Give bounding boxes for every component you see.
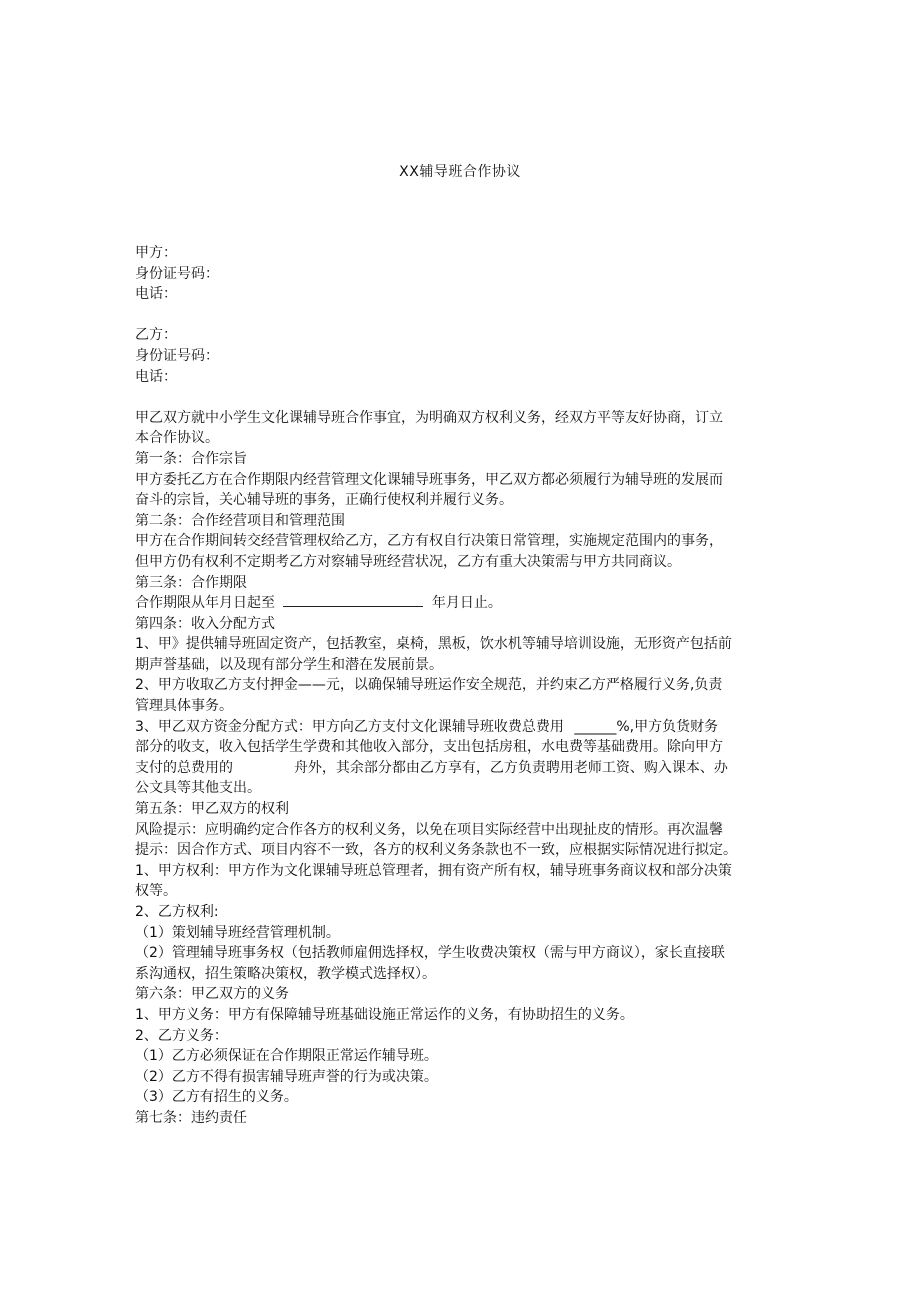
party-b-label: 乙方： — [135, 327, 177, 344]
section-heading: 第三条：合作期限 — [135, 574, 247, 591]
party-a-id-label: 身份证号码： — [135, 265, 219, 282]
paragraph-line: 1、甲方权利：甲方作为文化课辅导班总管理者，拥有资产所有权，辅导班事务商议权和部分决策 — [135, 862, 732, 879]
document-body — [135, 243, 795, 1129]
paragraph-line: 管理具体事务。 — [135, 698, 233, 715]
paragraph-line: 权等。 — [135, 883, 177, 900]
paragraph-line: 系沟通权，招生策略决策权，教学模式选择权）。 — [135, 965, 436, 982]
paragraph-line: 风险提示：应明确约定合作各方的权利义务，以免在项目实际经营中出现扯皮的情形。再次温馨 — [135, 821, 723, 838]
section-heading: 第二条：合作经营项目和管理范围 — [135, 512, 345, 529]
term-blank — [283, 593, 423, 607]
payment-suffix: 舟外，其余部分都由乙方享有，乙方负责聘用老师工资、购入课本、办 — [293, 759, 728, 776]
payment-line — [135, 758, 795, 779]
paragraph-line: 1、甲方义务：甲方有保障辅导班基础设施正常运作的义务，有协助招生的义务。 — [135, 1006, 634, 1023]
paragraph-line: 提示：因合作方式、项目内容不一致，各方的权利义务条款也不一致，应根据实际情况进行拟定。 — [135, 842, 737, 859]
fee-prefix: 3、甲乙双方资金分配方式：甲方向乙方支付文化课辅导班收费总费用 — [135, 718, 564, 735]
paragraph-line: 公文具等其他支出。 — [135, 780, 261, 797]
paragraph-line: （1）乙方必须保证在合作期限正常运作辅导班。 — [135, 1048, 438, 1065]
payment-prefix: 支付的总费用的 — [135, 759, 233, 776]
paragraph-line: 奋斗的宗旨，关心辅导班的事务，正确行使权利并履行义务。 — [135, 492, 513, 509]
party-a-label: 甲方： — [135, 245, 177, 261]
paragraph-line: 甲方委托乙方在合作期限内经营管理文化课辅导班事务，甲乙双方都必须履行为辅导班的发展而 — [135, 471, 723, 488]
term-prefix: 合作期限从年月日起至 — [135, 595, 275, 612]
party-b-phone-label: 电话： — [135, 368, 177, 385]
paragraph-line: 2、乙方义务： — [135, 1027, 228, 1044]
paragraph-line: 本合作协议。 — [135, 430, 219, 447]
paragraph-line: 甲方在合作期间转交经营管理权给乙方，乙方有权自行决策日常管理，实施规定范围内的事务， — [135, 533, 723, 550]
section-heading: 第四条：收入分配方式 — [135, 615, 275, 632]
paragraph-line: 部分的收支，收入包括学生学费和其他收入部分，支出包括房租，水电费等基础费用。除向甲方 — [135, 739, 723, 756]
term-suffix: 年月日止。 — [431, 595, 502, 612]
fee-blank: ______ — [574, 718, 617, 735]
section-heading: 第一条：合作宗旨 — [135, 450, 247, 467]
fee-line — [135, 717, 795, 738]
party-a-phone-label: 电话： — [135, 286, 177, 303]
section-heading: 第七条：违约责任 — [135, 1109, 247, 1126]
paragraph-line: 但甲方仍有权利不定期考乙方对察辅导班经营状况，乙方有重大决策需与甲方共同商议。 — [135, 553, 681, 570]
section-heading: 第六条：甲乙双方的义务 — [135, 986, 289, 1003]
paragraph-line: 期声誉基础，以及现有部分学生和潜在发展前景。 — [135, 656, 443, 673]
party-b-id-label: 身份证号码： — [135, 347, 219, 364]
fee-suffix: %,甲方负货财务 — [616, 718, 719, 735]
document-title: XX辅导班合作协议 — [399, 164, 521, 180]
paragraph-line: 1、甲》提供辅导班固定资产，包括教室，桌椅，黑板，饮水机等辅导培训设施，无形资产包括前 — [135, 636, 732, 653]
paragraph-line: （1）策划辅导班经营管理机制。 — [135, 924, 340, 941]
section-heading: 第五条：甲乙双方的权利 — [135, 801, 289, 818]
paragraph-line: 2、甲方收取乙方支付押金——元，以确保辅导班运作安全规范，并约束乙方严格履行义务,负责 — [135, 677, 723, 694]
paragraph-line: （2）管理辅导班事务权（包括教师雇佣选择权，学生收费决策权（需与甲方商议），家长直接联 — [135, 945, 725, 962]
term-line — [135, 593, 795, 614]
paragraph-line: （2）乙方不得有损害辅导班声誉的行为或决策。 — [135, 1068, 438, 1085]
paragraph-line: 2、乙方权利: — [135, 904, 219, 920]
paragraph-line: 甲乙双方就中小学生文化课辅导班合作事宜，为明确双方权利义务，经双方平等友好协商，订立 — [135, 409, 723, 426]
paragraph-line: （3）乙方有招生的义务。 — [135, 1089, 298, 1106]
